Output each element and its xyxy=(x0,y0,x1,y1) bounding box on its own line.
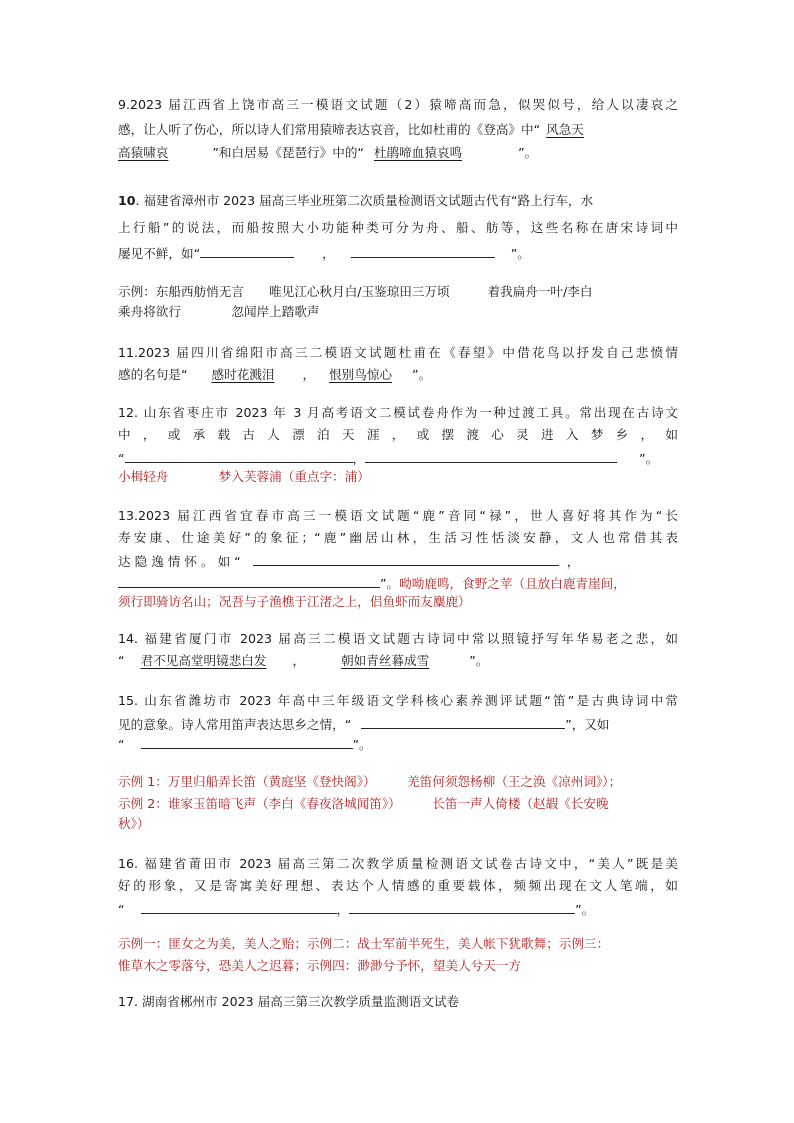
q16-blank-1[interactable] xyxy=(141,900,337,914)
q9-text: 感，让人听了伤心，所以诗人们常用猿啼表达哀音，比如杜甫的《登高》中“ xyxy=(118,122,541,137)
q15-end: ”。 xyxy=(352,737,372,752)
q9-end: ”。 xyxy=(518,145,538,160)
q10-number: 10 xyxy=(118,193,136,208)
q15-blank-2[interactable] xyxy=(141,735,353,749)
q15-open: “ xyxy=(118,737,125,752)
q12-line-2: 中 ， 或 承 载 古 人 漂 泊 天 涯 ， 或 摆 渡 心 灵 进 入 梦 乡 ， 如 xyxy=(118,427,678,442)
q15-example-1: 示例 1：万里归船弄长笛（黄庭坚《登快阁》） 羌笛何须怨杨柳（王之涣《凉州词》）； xyxy=(118,774,622,789)
q16-open: “ xyxy=(118,902,125,917)
q16-line-1: 16. 福建省莆田市 2023 届高三第二次教学质量检测语文试卷古诗文中，“美人”既是美 xyxy=(118,856,678,871)
q15-line-2 xyxy=(118,715,610,731)
q13-blank-1[interactable] xyxy=(253,552,559,566)
q10-blank-2[interactable] xyxy=(351,244,495,258)
q17-line-1: 17. 湖南省郴州市 2023 届高三第三次教学质量监测语文试卷 xyxy=(118,994,460,1009)
q12-answer: 小楫轻舟 梦入芙蓉浦（重点字：浦） xyxy=(118,469,370,484)
q13-blank-2[interactable] xyxy=(118,574,380,588)
q13-answer-1: 呦呦鹿鸣，食野之苹（且放白鹿青崖间， xyxy=(399,576,626,591)
q13-end: ”。 xyxy=(380,576,400,591)
q14-line-2 xyxy=(118,653,488,669)
q14-end: ”。 xyxy=(469,653,489,668)
q14-answer-2: 朝如青丝暮成雪 xyxy=(341,653,430,668)
q11-end: ”。 xyxy=(412,367,432,382)
q13-answer-2: 须行即骑访名山；况吾与子渔樵于江渚之上，侣鱼虾而友麋鹿） xyxy=(118,594,471,609)
q12-blank-2[interactable] xyxy=(365,449,617,463)
q10-line-3 xyxy=(118,244,530,260)
q16-example-2: 惟草木之零落兮，恐美人之迟暮；示例四：渺渺兮予怀，望美人兮天一方 xyxy=(118,958,521,973)
q9-answer-2: 杜鹃啼血猿哀鸣 xyxy=(373,145,463,160)
q12-sep: ， xyxy=(352,451,366,466)
q13-line-1: 13.2023 届江西省宜春市高三一模语文试题“鹿”音同“禄”，世人喜好将其作为“长 xyxy=(118,508,678,523)
q16-line-3 xyxy=(118,900,594,916)
q15-line-3 xyxy=(118,735,372,751)
q9-text-2: ”和白居易《琵琶行》中的“ xyxy=(212,145,364,160)
q11-answer-2: 恨别鸟惊心 xyxy=(329,367,393,382)
q13-line-4 xyxy=(118,574,626,590)
q10-example-2: 乘舟将欲行 忽闻岸上踏歌声 xyxy=(118,304,320,319)
q16-sep: ， xyxy=(336,902,350,917)
q9-line-2 xyxy=(118,122,584,138)
q14-sep: ， xyxy=(292,653,306,668)
q9-answer-1a: 风急天 xyxy=(546,122,584,137)
q10-line-1 xyxy=(118,193,593,209)
q12-line-3 xyxy=(118,449,658,465)
q16-blank-2[interactable] xyxy=(349,900,575,914)
q16-line-2: 好的形象，又是寄寓美好理想、表达个人情感的重要载体，频频出现在文人笔端，如 xyxy=(118,878,678,893)
q14-line-1: 14. 福建省厦门市 2023 届高三二模语文试题古诗词中常以照镜抒写年华易老之悲，如 xyxy=(118,631,678,646)
q15-text: 见的意象。诗人常用笛声表达思乡之情，“ xyxy=(118,717,352,732)
q9-line-1: 9.2023 届江西省上饶市高三一模语文试题（2）猿啼高而急，似哭似号，给人以凄哀之 xyxy=(118,97,678,112)
q9-answer-1b: 高猿啸哀 xyxy=(118,145,169,160)
q16-example-1: 示例一：匪女之为美，美人之贻；示例二：战士军前半死生，美人帐下犹歌舞；示例三： xyxy=(118,936,610,951)
q13-comma: ， xyxy=(566,554,580,569)
q15-example-2: 示例 2：谁家玉笛暗飞声（李白《春夜洛城闻笛》） 长笛一声人倚楼（赵嘏《长安晚 xyxy=(118,796,609,811)
q14-answer-1: 君不见高堂明镜悲白发 xyxy=(140,653,267,668)
q13-text: 达 隐 逸 情 怀 。 如 “ xyxy=(118,554,241,569)
q10-text: . 福建省漳州市 2023 届高三毕业班第二次质量检测语文试题古代有“路上行车，水 xyxy=(135,193,594,208)
q11-text: 感的名句是“ xyxy=(118,367,188,382)
q14-open: “ xyxy=(118,653,125,668)
q13-line-2: 寿安康、仕途美好”的象征；“鹿”幽居山林，生活习性恬淡安静，文人也常借其表 xyxy=(118,530,678,545)
q12-end: ”。 xyxy=(639,451,659,466)
q15-line-1: 15. 山东省潍坊市 2023 年高中三年级语文学科核心素养测评试题“笛”是古典诗词中常 xyxy=(118,693,678,708)
q12-blank-1[interactable] xyxy=(125,449,353,463)
q15-text-end: ”，又如 xyxy=(565,717,610,732)
q15-example-3: 秋》） xyxy=(118,816,150,831)
q13-line-3 xyxy=(118,552,579,568)
q11-line-1: 11.2023 届四川省绵阳市高三二模语文试题杜甫在《春望》中借花鸟以抒发自己悲愤情 xyxy=(118,345,678,360)
q10-text-3: 屡见不鲜，如“ xyxy=(118,246,201,261)
q11-answer-1: 感时花溅泪 xyxy=(211,367,275,382)
q11-sep: ， xyxy=(302,367,316,382)
q10-sep: ， xyxy=(322,246,335,261)
q9-line-3 xyxy=(118,145,537,161)
q10-end: ”。 xyxy=(510,246,530,261)
q16-end: ”。 xyxy=(575,902,595,917)
q10-example-1: 示例：东船西舫悄无言 唯见江心秋月白/玉鉴琼田三万顷 着我扁舟一叶/李白 xyxy=(118,284,593,299)
q10-blank-1[interactable] xyxy=(200,244,294,258)
q12-open: “ xyxy=(118,451,125,466)
q10-line-2: 上行船”的说法，而船按照大小功能种类可分为舟、船、舫等，这些名称在唐宋诗词中 xyxy=(118,220,678,235)
q12-line-1: 12. 山东省枣庄市 2023 年 3 月高考语文二模试卷舟作为一种过渡工具。常出现在古诗文 xyxy=(118,405,678,420)
q15-blank-1[interactable] xyxy=(361,715,565,729)
q11-line-2 xyxy=(118,367,431,383)
